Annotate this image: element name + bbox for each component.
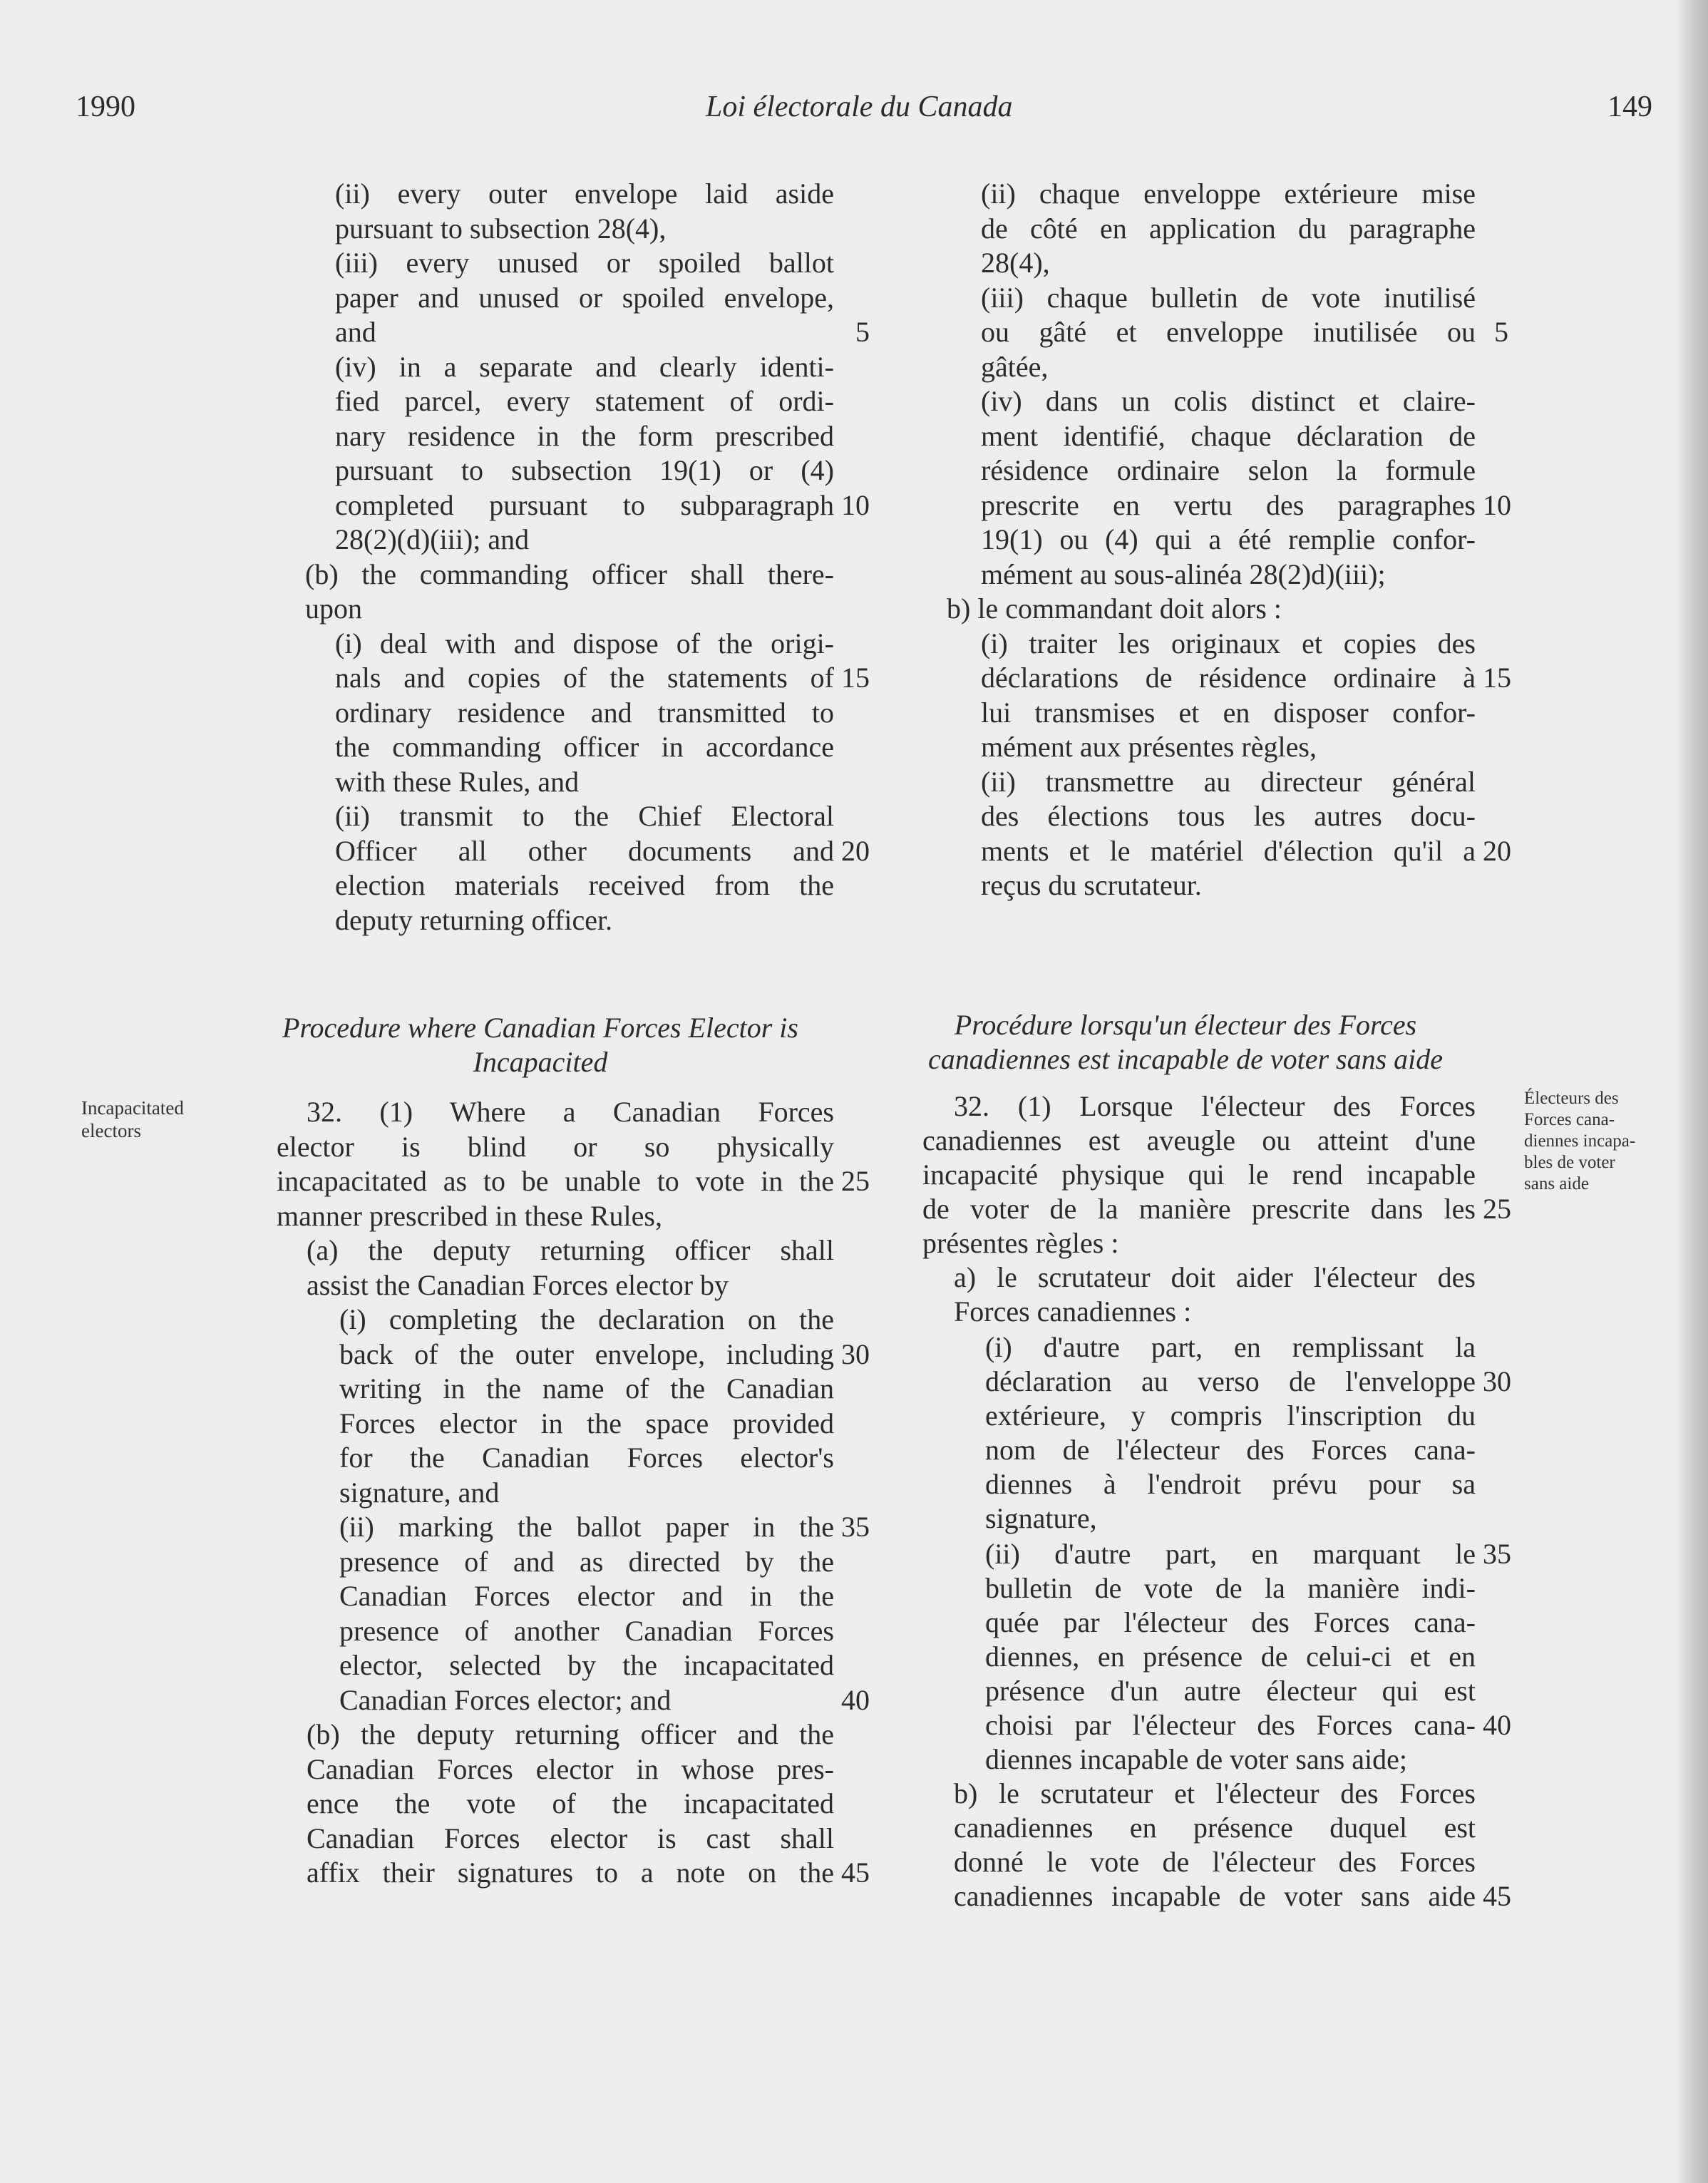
text-line: presence of and as directed by the xyxy=(339,1546,834,1578)
text-line: completed pursuant to subparagraph xyxy=(335,489,834,521)
text-line: paper and unused or spoiled envelope, xyxy=(335,282,834,314)
text-line: donné le vote de l'électeur des Forces xyxy=(954,1846,1476,1878)
line-number: 40 xyxy=(841,1684,870,1716)
margin-note-right xyxy=(1524,1088,1635,1195)
text-line: (iii) chaque bulletin de vote inutilisé xyxy=(981,282,1476,314)
text-line: diennes incapable de voter sans aide; xyxy=(985,1743,1407,1775)
section-heading: Procedure where Canadian Forces Elector is xyxy=(282,1012,798,1044)
line-number: 35 xyxy=(1483,1538,1511,1570)
text-line: diennes, en présence de celui-ci et en xyxy=(985,1640,1476,1673)
line-number: 10 xyxy=(1483,489,1511,521)
text-line: canadiennes incapable de voter sans aide xyxy=(954,1880,1476,1912)
text-line: b) le scrutateur et l'électeur des Forces xyxy=(954,1777,1476,1809)
text-line: Canadian Forces elector; and xyxy=(339,1684,672,1716)
line-number: 40 xyxy=(1483,1709,1511,1741)
text-line: for the Canadian Forces elector's xyxy=(339,1442,834,1474)
text-line: b) le commandant doit alors : xyxy=(947,592,1282,625)
line-number: 25 xyxy=(1483,1193,1511,1225)
text-line: ence the vote of the incapacitated xyxy=(307,1787,834,1819)
section-heading: canadiennes est incapable de voter sans aide xyxy=(927,1043,1444,1075)
text-line: signature, and xyxy=(339,1476,500,1509)
header-page-number: 149 xyxy=(1607,91,1652,123)
text-line: writing in the name of the Canadian xyxy=(339,1372,834,1404)
text-line: 19(1) ou (4) qui a été remplie confor- xyxy=(981,523,1476,555)
text-line: fied parcel, every statement of ordi- xyxy=(335,385,834,417)
line-number: 45 xyxy=(1483,1880,1511,1912)
page-edge-shadow xyxy=(1675,0,1708,2183)
text-line: the commanding officer in accordance xyxy=(335,731,834,763)
text-line: de côté en application du paragraphe xyxy=(981,212,1476,245)
text-line: ment identifié, chaque déclaration de xyxy=(981,420,1476,452)
text-line: Canadian Forces elector in whose pres- xyxy=(307,1753,834,1785)
text-line: Forces elector in the space provided xyxy=(339,1407,834,1439)
text-line: mément aux présentes règles, xyxy=(981,731,1317,763)
text-line: déclaration au verso de l'enveloppe xyxy=(985,1365,1476,1397)
text-line: (a) the deputy returning officer shall xyxy=(307,1234,834,1266)
text-line: (iii) every unused or spoiled ballot xyxy=(335,247,834,279)
text-line: prescrite en vertu des paragraphes xyxy=(981,489,1476,521)
text-line: mément au sous-alinéa 28(2)d)(iii); xyxy=(981,558,1386,590)
text-line: pursuant to subsection 19(1) or (4) xyxy=(335,454,834,486)
text-line: 32. (1) Where a Canadian Forces xyxy=(307,1096,834,1128)
text-line: nom de l'électeur des Forces cana- xyxy=(985,1434,1476,1466)
text-line: choisi par l'électeur des Forces cana- xyxy=(985,1709,1476,1741)
text-line: (ii) transmit to the Chief Electoral xyxy=(335,800,834,832)
line-number: 20 xyxy=(841,835,870,867)
text-line: déclarations de résidence ordinaire à xyxy=(981,662,1476,694)
text-line: (b) the commanding officer shall there- xyxy=(305,558,834,590)
text-line: ments et le matériel d'élection qu'il a xyxy=(981,835,1476,867)
text-line: affix their signatures to a note on the xyxy=(307,1856,834,1889)
text-line: résidence ordinaire selon la formule xyxy=(981,454,1476,486)
text-line: canadiennes est aveugle ou atteint d'une xyxy=(922,1124,1476,1156)
text-line: des élections tous les autres docu- xyxy=(981,800,1476,832)
text-line: (ii) chaque enveloppe extérieure mise xyxy=(981,178,1476,210)
line-number: 5 xyxy=(855,316,870,348)
text-line: quée par l'électeur des Forces cana- xyxy=(985,1606,1476,1638)
text-line: (ii) transmettre au directeur général xyxy=(981,766,1476,798)
text-line: reçus du scrutateur. xyxy=(981,869,1202,901)
line-number: 30 xyxy=(1483,1365,1511,1397)
text-line: (i) traiter les originaux et copies des xyxy=(981,627,1476,659)
margin-note-line: electors xyxy=(81,1120,141,1141)
margin-note-left xyxy=(81,1096,184,1142)
line-number: 45 xyxy=(841,1856,870,1889)
header-title: Loi électorale du Canada xyxy=(706,91,1013,123)
margin-note-line: Électeurs des xyxy=(1524,1089,1619,1108)
text-line: elector, selected by the incapacitated xyxy=(339,1649,834,1681)
margin-note-line: Incapacitated xyxy=(81,1097,184,1119)
text-line: gâtée, xyxy=(981,351,1049,383)
text-line: (b) the deputy returning officer and the xyxy=(307,1718,834,1750)
text-line: election materials received from the xyxy=(335,869,834,901)
text-line: nary residence in the form prescribed xyxy=(335,420,834,452)
text-line: presence of another Canadian Forces xyxy=(339,1615,834,1647)
text-line: ordinary residence and transmitted to xyxy=(335,697,834,729)
text-line: manner prescribed in these Rules, xyxy=(277,1200,662,1232)
line-number: 30 xyxy=(841,1338,870,1370)
text-line: présence d'un autre électeur qui est xyxy=(985,1675,1476,1707)
text-line: nals and copies of the statements of xyxy=(335,662,834,694)
text-line: (ii) d'autre part, en marquant le xyxy=(985,1538,1476,1570)
text-line: 32. (1) Lorsque l'électeur des Forces xyxy=(954,1090,1476,1122)
section-heading: Procédure lorsqu'un électeur des Forces xyxy=(954,1009,1417,1041)
text-line: (i) deal with and dispose of the origi- xyxy=(335,627,834,659)
text-line: canadiennes en présence duquel est xyxy=(954,1812,1476,1844)
line-number: 25 xyxy=(841,1165,870,1197)
text-line: pursuant to subsection 28(4), xyxy=(335,212,667,245)
text-line: elector is blind or so physically xyxy=(277,1131,834,1163)
text-line: Canadian Forces elector and in the xyxy=(339,1580,834,1612)
text-line: incapacité physique qui le rend incapable xyxy=(922,1159,1476,1191)
text-line: Forces canadiennes : xyxy=(954,1295,1192,1327)
text-line: incapacitated as to be unable to vote in the xyxy=(277,1165,834,1197)
text-line: 28(2)(d)(iii); and xyxy=(335,523,530,555)
line-number: 5 xyxy=(1494,316,1508,348)
text-line: Canadian Forces elector is cast shall xyxy=(307,1822,834,1854)
text-line: back of the outer envelope, including xyxy=(339,1338,834,1370)
text-line: with these Rules, and xyxy=(335,766,580,798)
text-line: 28(4), xyxy=(981,247,1050,279)
text-line: extérieure, y compris l'inscription du xyxy=(985,1399,1476,1432)
margin-note-line: bles de voter xyxy=(1524,1153,1615,1172)
text-line: (i) completing the declaration on the xyxy=(339,1303,834,1335)
text-line: upon xyxy=(305,592,362,625)
text-line: diennes à l'endroit prévu pour sa xyxy=(985,1468,1476,1500)
text-line: (ii) every outer envelope laid aside xyxy=(335,178,834,210)
text-line: (ii) marking the ballot paper in the xyxy=(339,1511,834,1543)
section-heading: Incapacited xyxy=(473,1046,608,1078)
header-year: 1990 xyxy=(76,91,135,123)
margin-note-line: diennes incapa- xyxy=(1524,1131,1636,1151)
text-line: ou gâté et enveloppe inutilisée ou xyxy=(981,316,1476,348)
text-line: de voter de la manière prescrite dans les xyxy=(922,1193,1476,1225)
text-line: (iv) dans un colis distinct et claire- xyxy=(981,385,1476,417)
text-line: deputy returning officer. xyxy=(335,904,613,936)
text-line: and xyxy=(335,316,376,348)
text-line: (iv) in a separate and clearly identi- xyxy=(335,351,834,383)
margin-note-line: Forces cana- xyxy=(1524,1110,1615,1129)
text-line: Officer all other documents and xyxy=(335,835,834,867)
line-number: 15 xyxy=(841,662,870,694)
text-line: présentes règles : xyxy=(922,1227,1119,1259)
line-number: 35 xyxy=(841,1511,870,1543)
text-line: bulletin de vote de la manière indi- xyxy=(985,1572,1476,1604)
text-line: lui transmises et en disposer confor- xyxy=(981,697,1476,729)
line-number: 20 xyxy=(1483,835,1511,867)
text-line: signature, xyxy=(985,1502,1097,1534)
text-line: assist the Canadian Forces elector by xyxy=(307,1269,729,1301)
text-line: (i) d'autre part, en remplissant la xyxy=(985,1331,1476,1363)
margin-note-line: sans aide xyxy=(1524,1174,1589,1193)
line-number: 15 xyxy=(1483,662,1511,694)
text-line: a) le scrutateur doit aider l'électeur des xyxy=(954,1261,1476,1293)
line-number: 10 xyxy=(841,489,870,521)
